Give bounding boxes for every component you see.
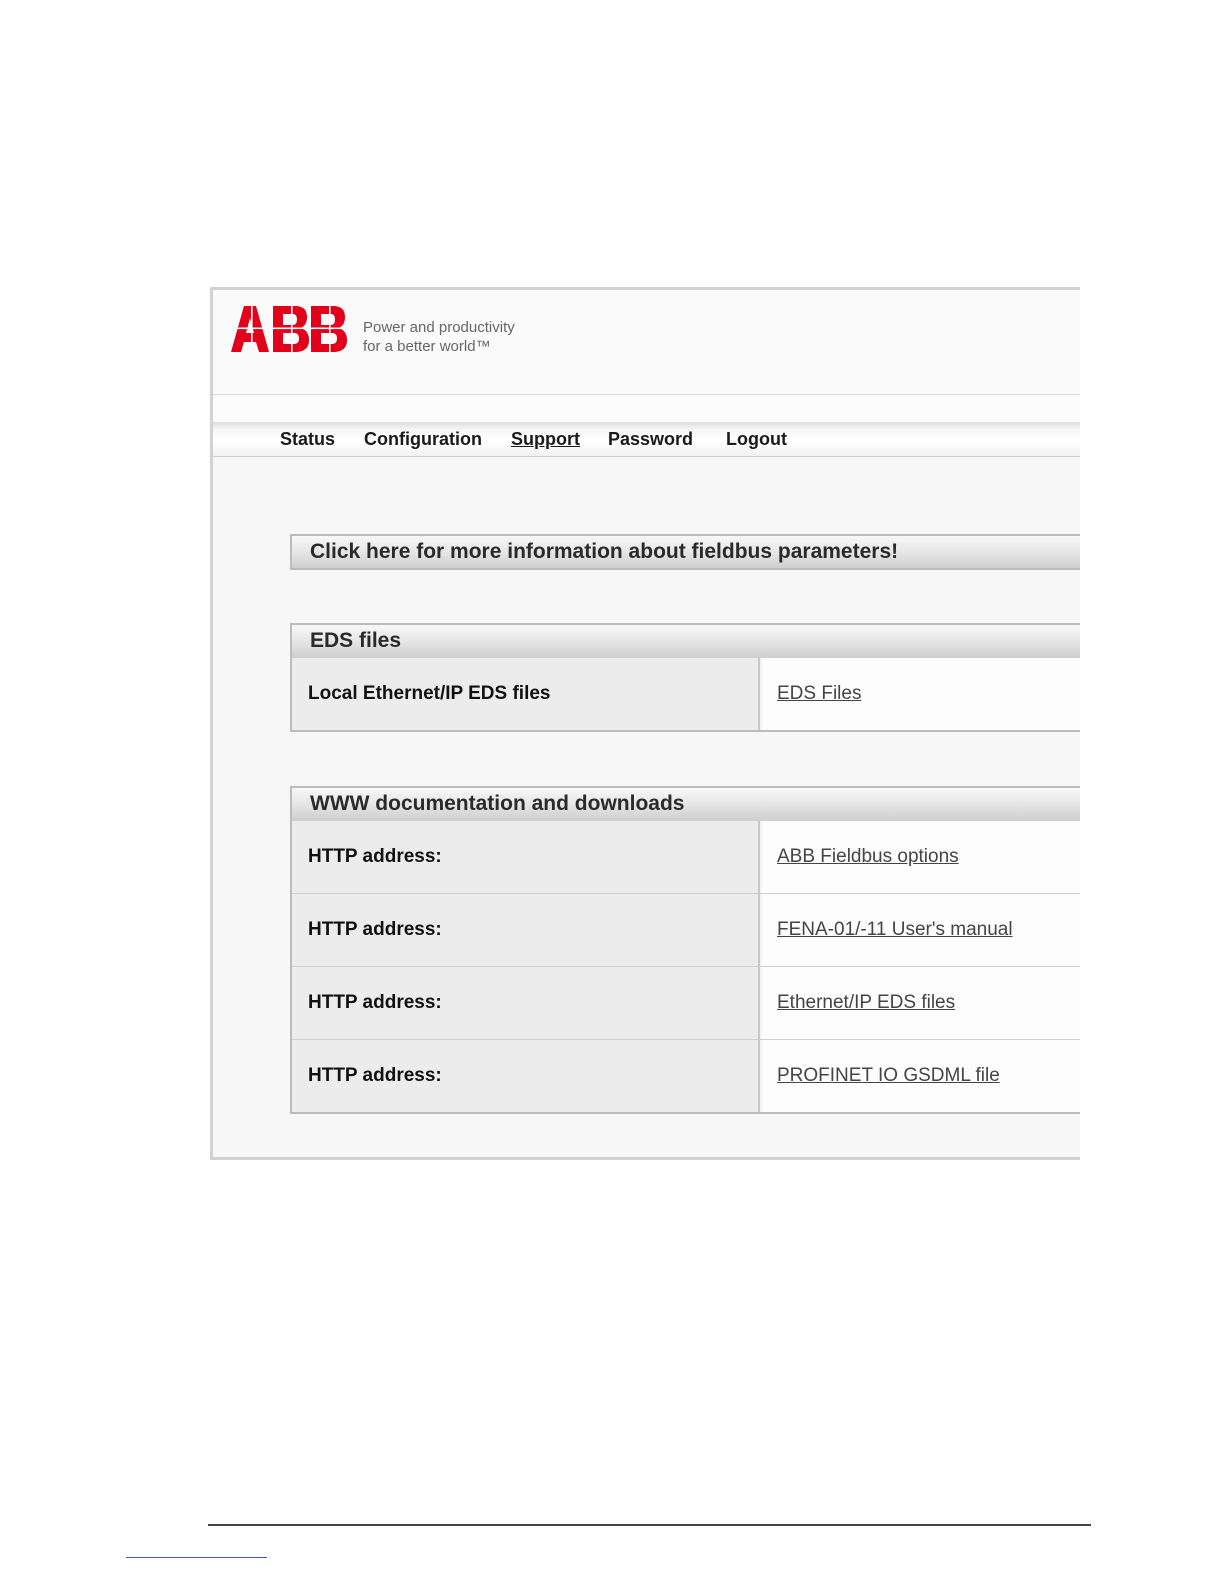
abb-logo xyxy=(231,306,347,352)
row-value xyxy=(762,967,1080,1039)
ethernet-ip-eds-link[interactable]: Ethernet/IP EDS files xyxy=(777,992,956,1013)
row-value xyxy=(762,658,1080,730)
users-manual-link[interactable]: FENA-01/-11 User's manual xyxy=(777,919,1013,940)
tagline xyxy=(363,318,515,356)
eds-files-section xyxy=(290,623,1080,732)
subheader-bar xyxy=(213,396,1080,422)
browser-frame xyxy=(210,287,1080,1160)
row-label: Local Ethernet/IP EDS files xyxy=(292,658,760,730)
table-row xyxy=(292,1039,1080,1112)
row-label: HTTP address: xyxy=(292,894,760,966)
row-value xyxy=(762,821,1080,893)
fieldbus-info-button[interactable] xyxy=(290,534,1080,570)
nav-status[interactable]: Status xyxy=(280,429,336,449)
section-title: WWW documentation and downloads xyxy=(292,788,1080,820)
tagline-line2: for a better world™ xyxy=(363,338,491,355)
row-value xyxy=(762,894,1080,966)
row-label: HTTP address: xyxy=(292,1040,760,1112)
table-row xyxy=(292,657,1080,730)
nav-configuration[interactable]: Configuration xyxy=(364,429,482,449)
nav-password[interactable]: Password xyxy=(608,429,694,449)
profinet-gsdml-link[interactable]: PROFINET IO GSDML file xyxy=(777,1065,1000,1086)
fieldbus-info-label: Click here for more information about fieldbus parameters! xyxy=(292,536,1080,568)
www-docs-section xyxy=(290,786,1080,1114)
footer-link-underline xyxy=(126,1557,267,1558)
page-header xyxy=(213,290,1080,395)
nav-support[interactable]: Support xyxy=(511,429,580,449)
footer-divider xyxy=(208,1524,1091,1526)
abb-fieldbus-options-link[interactable]: ABB Fieldbus options xyxy=(777,846,959,867)
row-value xyxy=(762,1040,1080,1112)
tagline-line1: Power and productivity xyxy=(363,319,515,336)
table-row xyxy=(292,966,1080,1039)
row-label: HTTP address: xyxy=(292,821,760,893)
row-label: HTTP address: xyxy=(292,967,760,1039)
nav-logout[interactable]: Logout xyxy=(726,429,787,449)
nav-bar xyxy=(213,422,1080,457)
eds-files-link[interactable]: EDS Files xyxy=(777,683,862,704)
section-title: EDS files xyxy=(292,625,1080,657)
table-row xyxy=(292,893,1080,966)
table-row xyxy=(292,820,1080,893)
